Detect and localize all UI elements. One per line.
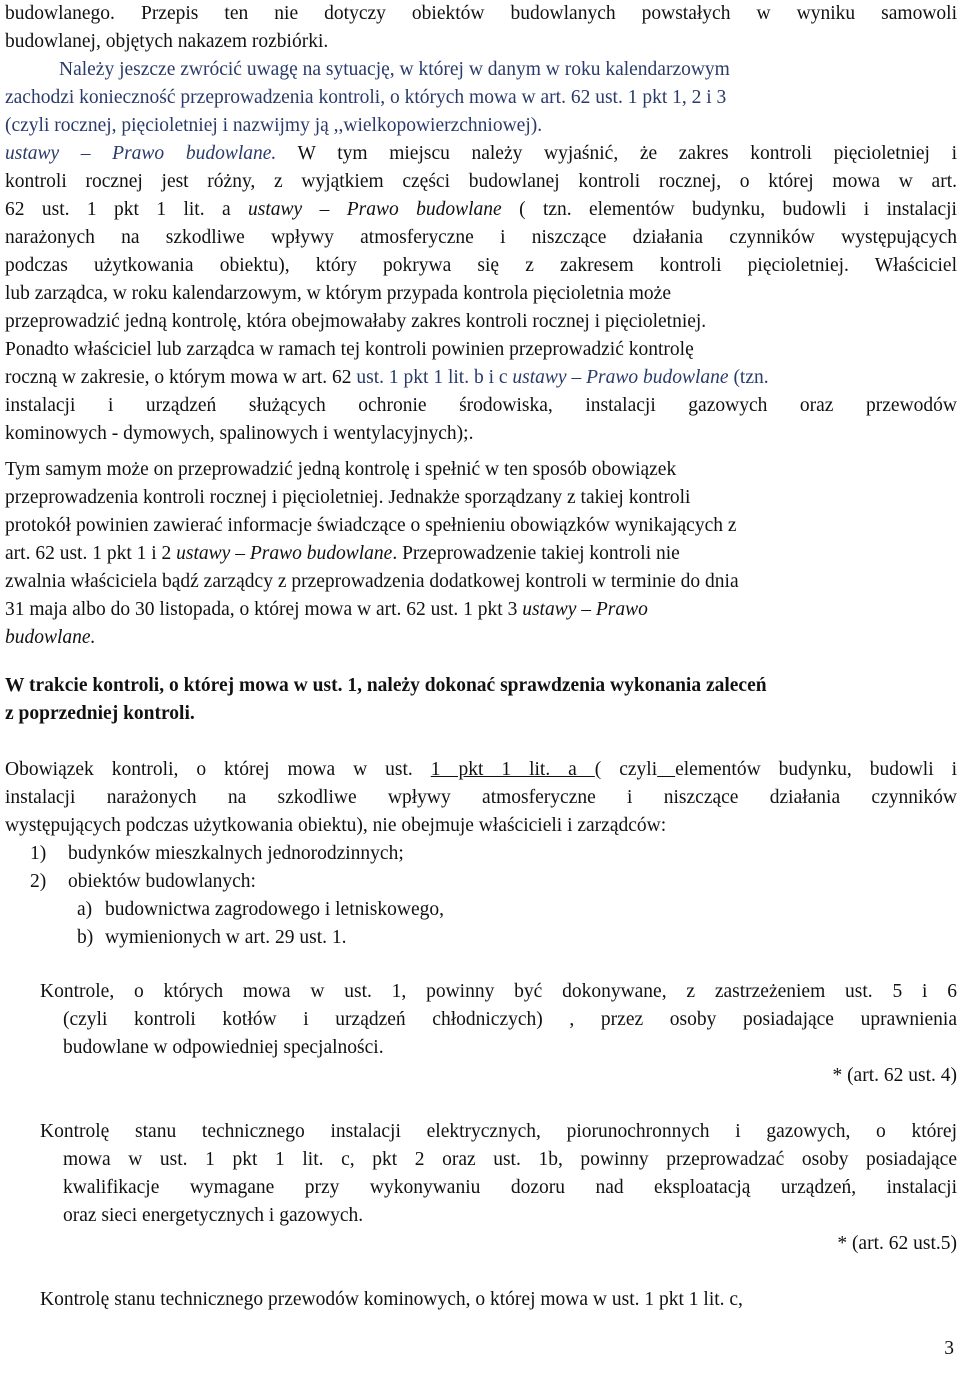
text-line: Obowiązek kontroli, o której mowa w ust. 1 pkt 1 lit. a ( czyli elementów budynku, budowli i — [5, 759, 958, 780]
text-line: instalacji narażonych na szkodliwe wpływy atmosferyczne i niszczące działania czynników — [5, 787, 957, 808]
page-number: 3 — [944, 1338, 954, 1359]
text-line: 31 maja albo do 30 listopada, o której mowa w art. 62 ust. 1 pkt 3 ustawy – Prawo — [5, 599, 648, 620]
text-line: Kontrolę stanu technicznego instalacji elektrycznych, piorunochronnych i gazowych, o której — [40, 1121, 957, 1142]
text-line: przeprowadzenia kontroli rocznej i pięcioletniej. Jednakże sporządzany z takiej kontroli — [5, 487, 691, 508]
list-item: 2) obiektów budowlanych: — [30, 871, 256, 892]
exemption-list — [5, 840, 957, 952]
text-line: kominowych - dymowych, spalinowych i wentylacyjnych);. — [5, 423, 474, 444]
text-line: zachodzi konieczność przeprowadzenia kontroli, o których mowa w art. 62 ust. 1 pkt 1, 2 i 3 — [5, 87, 727, 108]
sub-list-item: a) budownictwa zagrodowego i letniskowego, — [77, 899, 445, 920]
text-line: budowlanej, objętych nakazem rozbiórki. — [5, 31, 329, 52]
text-line: budowlanego. Przepis ten nie dotyczy obiektów budowlanych powstałych w wyniku samowoli — [5, 3, 957, 24]
text-line: z poprzedniej kontroli. — [5, 703, 195, 724]
paragraph-exemptions — [5, 756, 957, 840]
sub-list-item: b) wymienionych w art. 29 ust. 1. — [77, 927, 347, 948]
text-line: kwalifikacje wymagane przy wykonywaniu dozoru nad eksploatacją urządzeń, instalacji — [63, 1177, 957, 1198]
article-reference: * (art. 62 ust. 4) — [832, 1065, 957, 1086]
text-line: zwalnia właściciela bądź zarządcy z przeprowadzenia dodatkowej kontroli w terminie do dnia — [5, 571, 739, 592]
text-line: 62 ust. 1 pkt 1 lit. a ustawy – Prawo budowlane ( tzn. elementów budynku, budowli i instalacji — [5, 199, 957, 220]
text-line: oraz sieci energetycznych i gazowych. — [63, 1205, 364, 1226]
text-line: narażonych na szkodliwe wpływy atmosferyczne i niszczące działania czynników występujących — [5, 227, 957, 248]
text-line: podczas użytkowania obiektu), który pokrywa się z zakresem kontroli pięcioletniej. Właściciel — [5, 255, 957, 276]
bold-heading — [5, 672, 957, 728]
text-line: Należy jeszcze zwrócić uwagę na sytuację, w której w danym w roku kalendarzowym — [59, 59, 730, 80]
text-line: protokół powinien zawierać informacje świadczące o spełnieniu obowiązków wynikających z — [5, 515, 737, 536]
text-line: (czyli kontroli kotłów i urządzeń chłodniczych) , przez osoby posiadające uprawnienia — [63, 1009, 957, 1030]
text-line: występujących podczas użytkowania obiektu), nie obejmuje właścicieli i zarządców: — [5, 815, 667, 836]
paragraph-chimney-inspection: Kontrolę stanu technicznego przewodów kominowych, o której mowa w ust. 1 pkt 1 lit. c, — [40, 1289, 743, 1310]
paragraph-continuation — [5, 0, 957, 56]
paragraph-combined-inspection — [5, 56, 957, 652]
text-line: przeprowadzić jedną kontrolę, która obejmowałaby zakres kontroli rocznej i pięcioletniej. — [5, 311, 707, 332]
text-line: roczną w zakresie, o którym mowa w art. 62 ust. 1 pkt 1 lit. b i c ustawy – Prawo budowlane (tzn. — [5, 367, 769, 388]
text-line: mowa w ust. 1 pkt 1 lit. c, pkt 2 oraz ust. 1b, powinny przeprowadzać osoby posiadające — [63, 1149, 957, 1170]
text-line: budowlane. — [5, 627, 96, 648]
text-line: art. 62 ust. 1 pkt 1 i 2 ustawy – Prawo budowlane. Przeprowadzenie takiej kontroli nie — [5, 543, 680, 564]
text-line: ustawy – Prawo budowlane. W tym miejscu należy wyjaśnić, że zakres kontroli pięcioletniej i — [5, 143, 957, 164]
text-line: (czyli rocznej, pięcioletniej i nazwijmy ją ,,wielkopowierzchniowej). — [5, 115, 543, 136]
text-line: Tym samym może on przeprowadzić jedną kontrolę i spełnić w ten sposób obowiązek — [5, 459, 677, 480]
list-item: 1) budynków mieszkalnych jednorodzinnych; — [30, 843, 404, 864]
paragraph-qualified-persons — [40, 978, 957, 1062]
text-line: budowlane w odpowiedniej specjalności. — [63, 1037, 384, 1058]
article-reference: * (art. 62 ust.5) — [837, 1233, 957, 1254]
text-line: instalacji i urządzeń służących ochronie środowiska, instalacji gazowych oraz przewodów — [5, 395, 957, 416]
text-line: kontroli rocznej jest różny, z wyjątkiem części budowlanej kontroli rocznej, o której mowa w art. — [5, 171, 957, 192]
paragraph-electrical-inspection — [40, 1118, 957, 1230]
text-line: Kontrole, o których mowa w ust. 1, powinny być dokonywane, z zastrzeżeniem ust. 5 i 6 — [40, 981, 957, 1002]
text-line: W trakcie kontroli, o której mowa w ust. 1, należy dokonać sprawdzenia wykonania zaleceń — [5, 675, 767, 696]
text-line: lub zarządca, w roku kalendarzowym, w którym przypada kontrola pięcioletnia może — [5, 283, 671, 304]
text-line: Ponadto właściciel lub zarządca w ramach tej kontroli powinien przeprowadzić kontrolę — [5, 339, 694, 360]
